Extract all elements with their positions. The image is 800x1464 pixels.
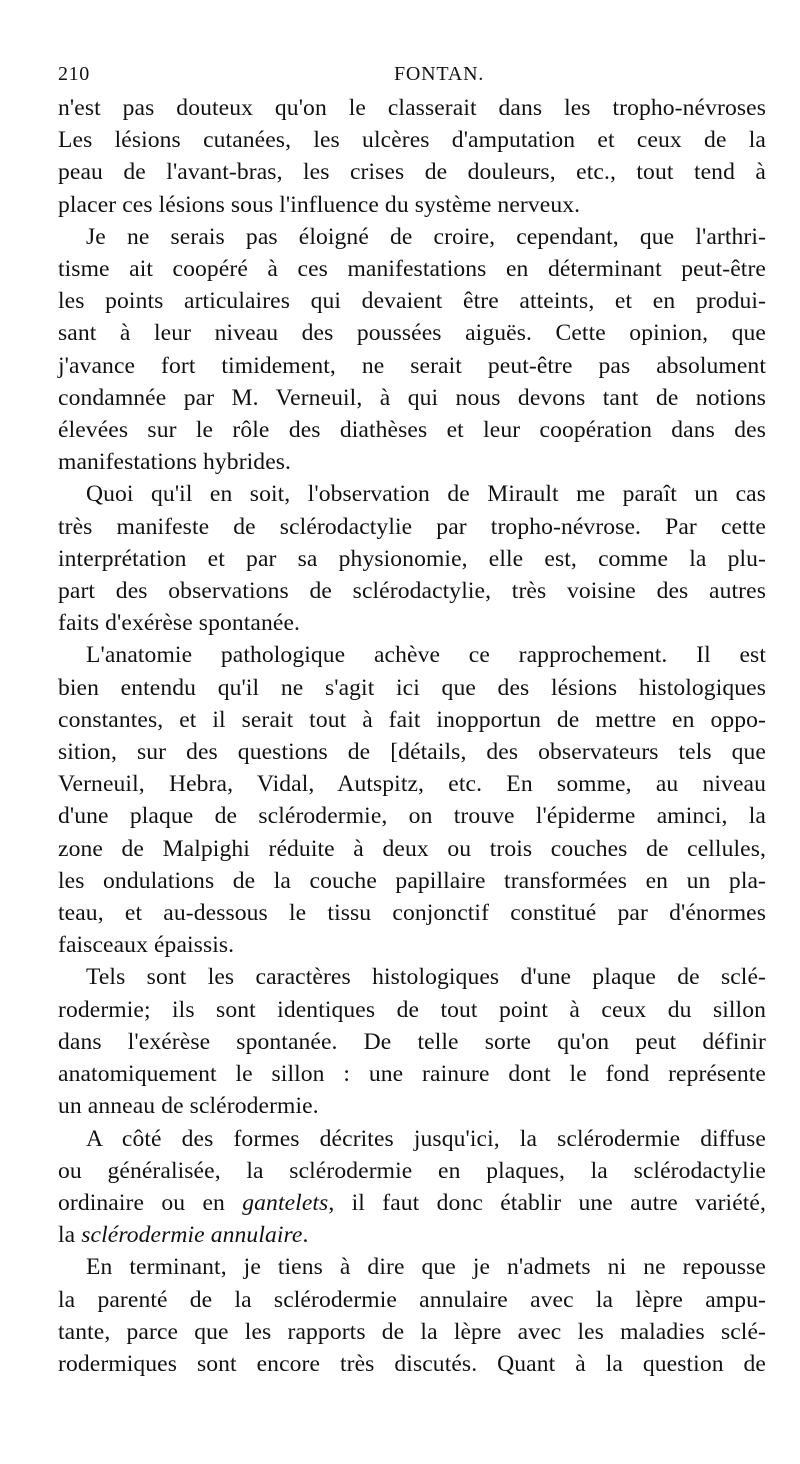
text-line: tisme ait coopéré à ces manifestations en déterminant peut-être: [58, 256, 766, 283]
text-line: Verneuil, Hebra, Vidal, Autspitz, etc. En somme, au niveau: [58, 771, 766, 798]
paragraph: [58, 639, 766, 961]
paragraph: [58, 478, 766, 639]
text-line: j'avance fort timidement, ne serait peut-être pas absolument: [58, 352, 766, 379]
text-line: les points articulaires qui devaient être atteints, et en produi-: [58, 288, 766, 315]
text-line: teau, et au-dessous le tissu conjonctif constitué par d'énormes: [58, 900, 766, 927]
text-line: Quoi qu'il en soit, l'observation de Mirault me paraît un cas: [86, 481, 766, 508]
text-line: peau de l'avant-bras, les crises de douleurs, etc., tout tend à: [58, 159, 766, 186]
text-line: la parenté de la sclérodermie annulaire avec la lèpre ampu-: [58, 1286, 766, 1313]
paragraph: [58, 1123, 766, 1252]
paragraph: [58, 1251, 766, 1380]
text-run: .: [302, 1222, 309, 1249]
text-line: zone de Malpighi réduite à deux ou trois couches de cellules,: [58, 835, 766, 862]
text-line: L'anatomie pathologique achève ce rapprochement. Il est: [86, 642, 766, 669]
italic-term: gantelets: [242, 1189, 329, 1216]
text-line: rodermie; ils sont identiques de tout point à ceux du sillon: [58, 996, 766, 1023]
text-line: En terminant, je tiens à dire que je n'admets ni ne repousse: [86, 1254, 766, 1281]
paragraph: [58, 92, 766, 221]
text-line: Je ne serais pas éloigné de croire, cependant, que l'arthri-: [86, 223, 766, 250]
text-line: n'est pas douteux qu'on le classerait dans les tropho-névroses: [58, 95, 766, 121]
text-line: sant à leur niveau des poussées aiguës. Cette opinion, que: [58, 320, 766, 347]
text-line: faisceaux épaissis.: [58, 932, 235, 959]
text-line: [58, 1187, 766, 1219]
text-line: Tels sont les caractères histologiques d'une plaque de sclé-: [86, 964, 766, 991]
text-run: , il faut donc établir une autre variété,: [328, 1189, 766, 1216]
page-number: 210: [58, 63, 90, 85]
text-line: A côté des formes décrites jusqu'ici, la sclérodermie diffuse: [86, 1125, 766, 1152]
text-run: ordinaire ou en: [58, 1189, 243, 1216]
text-line: rodermiques sont encore très discutés. Quant à la question de: [58, 1350, 766, 1377]
page-header: [58, 58, 766, 88]
text-line: ou généralisée, la sclérodermie en plaques, la sclérodactylie: [58, 1157, 766, 1184]
text-line: constantes, et il serait tout à fait inopportun de mettre en oppo-: [58, 706, 766, 733]
running-head: FONTAN.: [394, 63, 485, 85]
text-line: anatomiquement le sillon : une rainure dont le fond représente: [58, 1061, 766, 1088]
text-line: dans l'exérèse spontanée. De telle sorte qu'on peut définir: [58, 1028, 766, 1055]
book-page: [58, 58, 766, 1380]
paragraph: [58, 961, 766, 1122]
text-line: faits d'exérèse spontanée.: [58, 610, 301, 637]
text-line: part des observations de sclérodactylie, très voisine des autres: [58, 578, 766, 605]
page-body: [58, 92, 766, 1380]
text-line: très manifeste de sclérodactylie par tropho-névrose. Par cette: [58, 513, 766, 540]
text-line: placer ces lésions sous l'influence du système nerveux.: [58, 191, 581, 218]
paragraph: [58, 221, 766, 479]
text-line: sition, sur des questions de [détails, des observateurs tels que: [58, 739, 766, 766]
text-line: d'une plaque de sclérodermie, on trouve l'épiderme aminci, la: [58, 803, 766, 830]
text-line: les ondulations de la couche papillaire transformées en un pla-: [58, 867, 766, 894]
text-line: interprétation et par sa physionomie, elle est, comme la plu-: [58, 545, 766, 572]
italic-term: sclérodermie annulaire: [81, 1222, 303, 1249]
text-line: condamnée par M. Verneuil, à qui nous devons tant de notions: [58, 384, 766, 411]
text-line: tante, parce que les rapports de la lèpre avec les maladies sclé-: [58, 1318, 766, 1345]
text-line: Les lésions cutanées, les ulcères d'amputation et ceux de la: [58, 127, 766, 154]
text-run: la: [58, 1222, 82, 1249]
text-line: [58, 1219, 766, 1251]
text-line: manifestations hybrides.: [58, 449, 292, 476]
text-line: bien entendu qu'il ne s'agit ici que des lésions histologiques: [58, 674, 766, 701]
text-line: élevées sur le rôle des diathèses et leur coopération dans des: [58, 417, 766, 444]
text-line: un anneau de sclérodermie.: [58, 1093, 319, 1120]
